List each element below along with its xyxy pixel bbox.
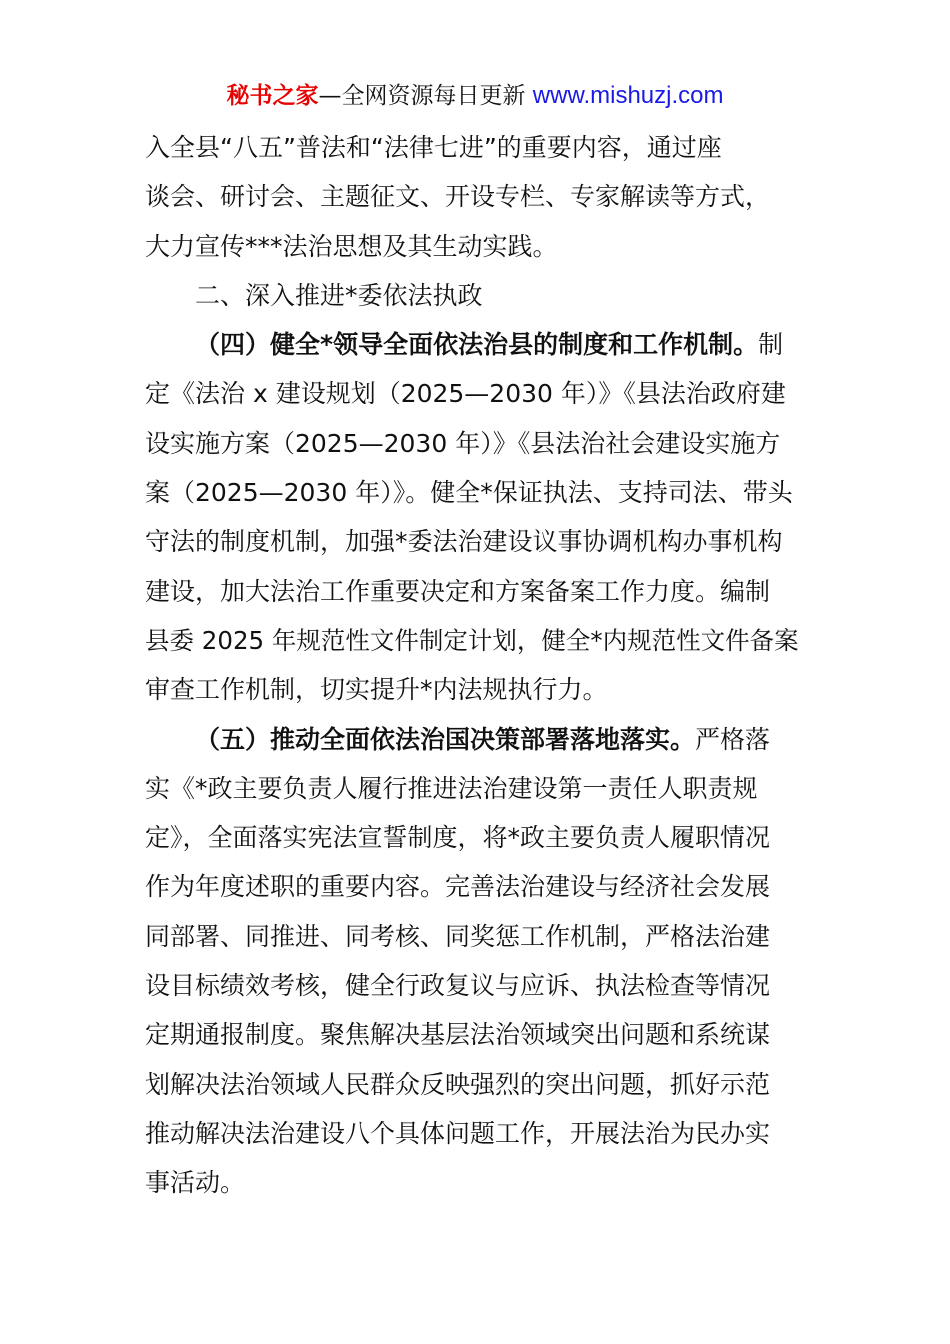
text-line: 设实施方案（2025—2030 年）》《县法治社会建设实施方: [145, 428, 781, 458]
text-line: 谈会、研讨会、主题征文、开设专栏、专家解读等方式，: [145, 182, 771, 212]
paragraph-heading: （四）健全*领导全面依法治县的制度和工作机制。: [195, 330, 759, 360]
document-body: [145, 123, 810, 1208]
watermark-header: [0, 80, 950, 112]
text-fragment: 严格落: [695, 724, 771, 754]
text-line: 同部署、同推进、同考核、同奖惩工作机制，严格法治建: [145, 921, 771, 951]
text-line: 推动解决法治建设八个具体问题工作，开展法治为民办实: [145, 1118, 771, 1148]
text-line: 设目标绩效考核，健全行政复议与应诉、执法检查等情况: [145, 971, 771, 1001]
text-line: 实《*政主要负责人履行推进法治建设第一责任人职责规: [145, 773, 758, 803]
paragraph-first-line: [145, 320, 810, 369]
text-line: 事活动。: [145, 1168, 246, 1198]
text-fragment: 制: [758, 330, 784, 360]
text-line: 定《法治 x 建设规划（2025—2030 年）》《县法治政府建: [145, 379, 786, 409]
header-tagline: —全网资源每日更新: [318, 83, 533, 109]
paragraph-first-line: [145, 715, 810, 764]
text-line: 定》，全面落实宪法宣誓制度，将*政主要负责人履职情况: [145, 823, 771, 853]
website-link[interactable]: www.mishuzj.com: [532, 82, 724, 109]
text-line: 建设，加大法治工作重要决定和方案备案工作力度。编制: [145, 576, 771, 606]
text-line: 县委 2025 年规范性文件制定计划，健全*内规范性文件备案: [145, 625, 799, 655]
text-line: 守法的制度机制，加强*委法治建设议事协调机构办事机构: [145, 527, 783, 557]
text-line: 划解决法治领域人民群众反映强烈的突出问题，抓好示范: [145, 1069, 771, 1099]
brand-name: 秘书之家: [226, 83, 319, 109]
text-line: 入全县“八五”普法和“法律七进”的重要内容，通过座: [145, 133, 722, 162]
section-heading: 二、深入推进*委依法执政: [195, 280, 483, 310]
text-line: 大力宣传***法治思想及其生动实践。: [145, 231, 558, 261]
text-line: 案（2025—2030 年）》。健全*保证执法、支持司法、带头: [145, 478, 793, 508]
paragraph-heading: （五）推动全面依法治国决策部署落地落实。: [195, 724, 696, 754]
text-line: 作为年度述职的重要内容。完善法治建设与经济社会发展: [145, 872, 771, 902]
text-line: 定期通报制度。聚焦解决基层法治领域突出问题和系统谋: [145, 1020, 771, 1050]
text-line: 审查工作机制，切实提升*内法规执行力。: [145, 675, 608, 705]
